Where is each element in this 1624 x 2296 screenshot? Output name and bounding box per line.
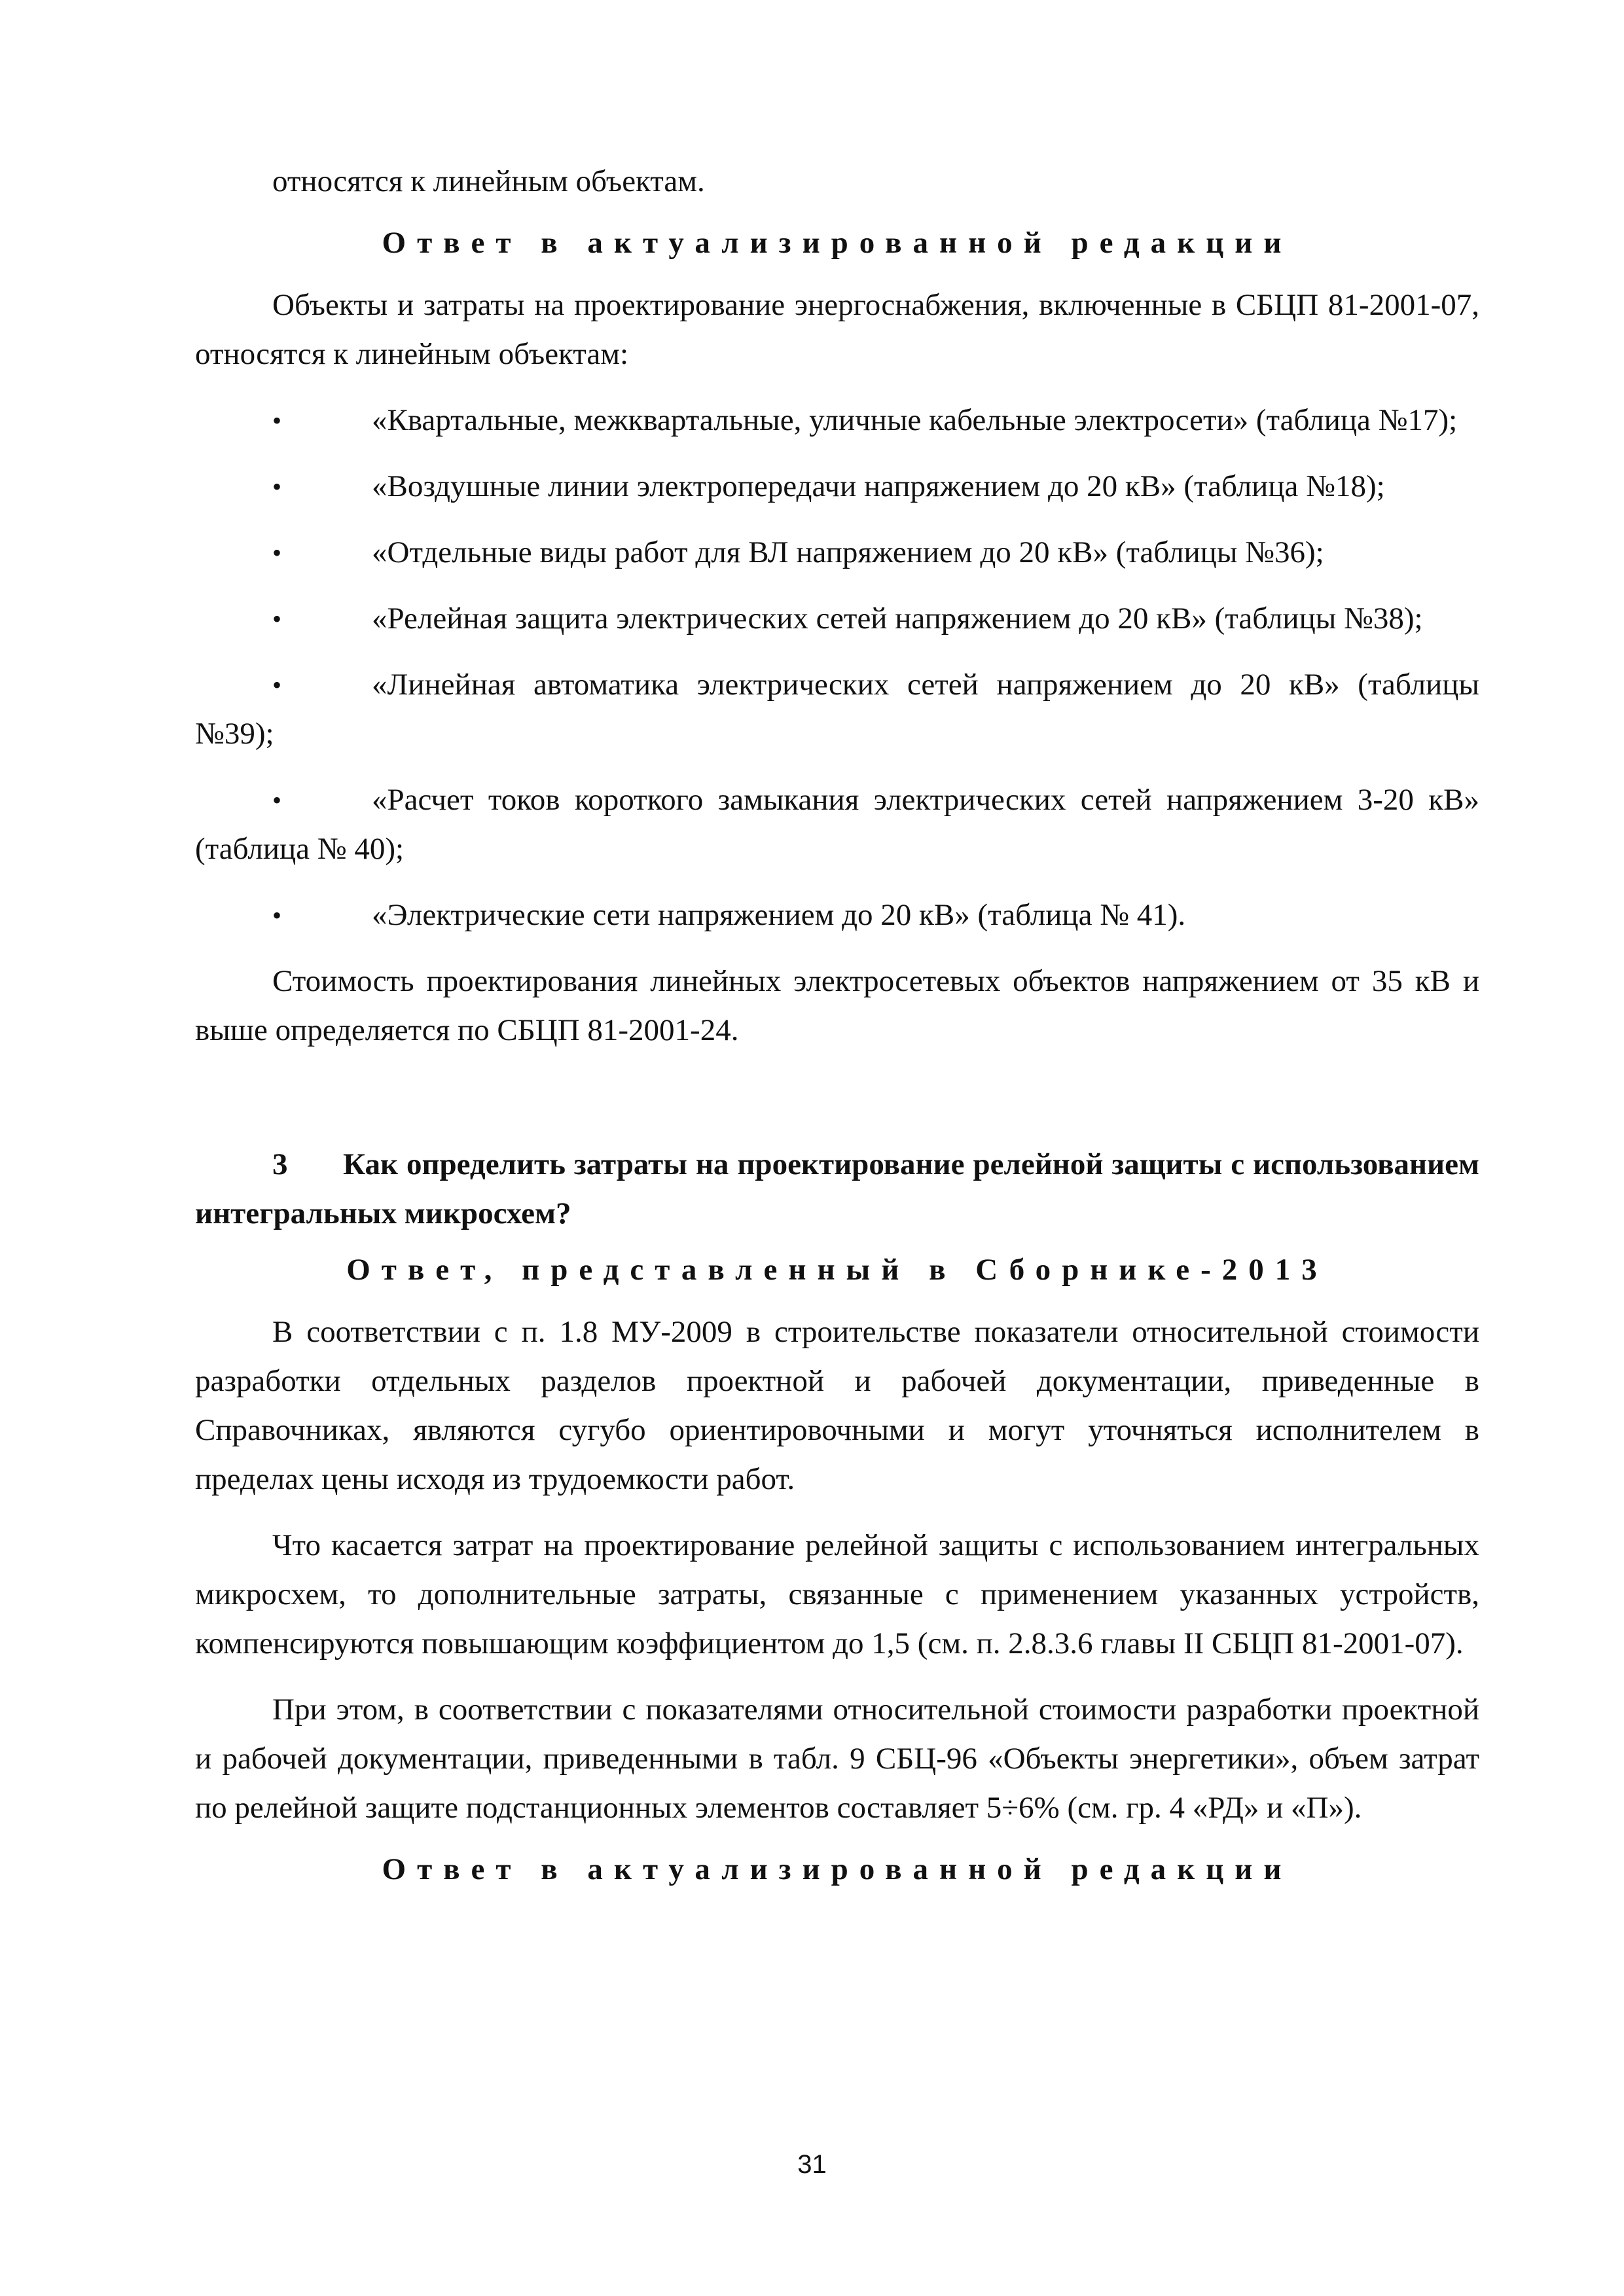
list-item bbox=[195, 660, 1479, 759]
bullet-icon: • bbox=[272, 604, 282, 634]
heading-updated-answer: Ответ в актуализированной редакции bbox=[382, 226, 1293, 260]
bullet-icon: • bbox=[272, 901, 282, 930]
bullet-list bbox=[195, 396, 1479, 940]
page-number: 31 bbox=[797, 2150, 827, 2179]
list-item-text: «Воздушные линии электропередачи напряжением до 20 кВ» (таблица №18); bbox=[372, 469, 1385, 503]
list-item-text: «Релейная защита электрических сетей напряжением до 20 кВ» (таблицы №38); bbox=[372, 601, 1423, 636]
question-heading bbox=[195, 1140, 1479, 1238]
paragraph-relay-costs: Что касается затрат на проектирование релейной защиты с использованием интегральных микросхем, то дополнительные затраты, связанные с применением указанных устройств, компенсируются повышающим коэффициентом до 1,5 (см. п. 2.8.3.6 главы II СБЦП 81-2001-07). bbox=[195, 1528, 1479, 1660]
list-item bbox=[195, 462, 1479, 511]
heading-updated-answer-2: Ответ в актуализированной редакции bbox=[382, 1852, 1293, 1886]
bullet-icon: • bbox=[272, 538, 282, 567]
intro-line: относятся к линейным объектам. bbox=[272, 164, 705, 198]
list-item bbox=[195, 396, 1479, 445]
list-item bbox=[195, 528, 1479, 577]
bullet-icon: • bbox=[272, 406, 282, 435]
paragraph-linear-objects: Объекты и затраты на проектирование энергоснабжения, включенные в СБЦП 81-2001-07, относятся к линейным объектам: bbox=[195, 288, 1479, 371]
bullet-icon: • bbox=[272, 472, 282, 501]
list-item-text: «Квартальные, межквартальные, уличные кабельные электросети» (таблица №17); bbox=[372, 403, 1458, 437]
list-item bbox=[195, 891, 1479, 940]
list-item-text: «Отдельные виды работ для ВЛ напряжением до 20 кВ» (таблицы №36); bbox=[372, 535, 1324, 569]
bullet-icon: • bbox=[272, 670, 282, 700]
bullet-icon: • bbox=[272, 785, 282, 815]
document-page bbox=[195, 157, 1479, 1907]
paragraph-cost-35kv: Стоимость проектирования линейных электросетевых объектов напряжением от 35 кВ и выше определяется по СБЦП 81-2001-24. bbox=[195, 964, 1479, 1047]
list-item bbox=[195, 594, 1479, 643]
heading-collection-answer: Ответ, представленный в Сборнике-2013 bbox=[346, 1253, 1328, 1287]
list-item bbox=[195, 776, 1479, 874]
list-item-text: «Электрические сети напряжением до 20 кВ» (таблица № 41). bbox=[372, 898, 1186, 932]
question-text: Как определить затраты на проектирование релейной защиты с использованием интегральных микросхем? bbox=[195, 1147, 1479, 1230]
question-number: 3 bbox=[272, 1147, 288, 1181]
list-item-text: «Расчет токов короткого замыкания электрических сетей напряжением 3-20 кВ» (таблица № 40); bbox=[195, 783, 1479, 866]
paragraph-relative-cost: В соответствии с п. 1.8 МУ-2009 в строительстве показатели относительной стоимости разработки отдельных разделов проектной и рабочей документации, приведенные в Справочниках, являются сугубо ориентировочными и могут уточняться исполнителем в пределах цены исходя из трудоемкости работ. bbox=[195, 1315, 1479, 1496]
paragraph-energy-objects: При этом, в соответствии с показателями относительной стоимости разработки проектной и рабочей документации, приведенными в табл. 9 СБЦ-96 «Объекты энергетики», объем затрат по релейной защите подстанционных элементов составляет 5÷6% (см. гр. 4 «РД» и «П»). bbox=[195, 1693, 1479, 1825]
list-item-text: «Линейная автоматика электрических сетей напряжением до 20 кВ» (таблицы №39); bbox=[195, 668, 1479, 751]
